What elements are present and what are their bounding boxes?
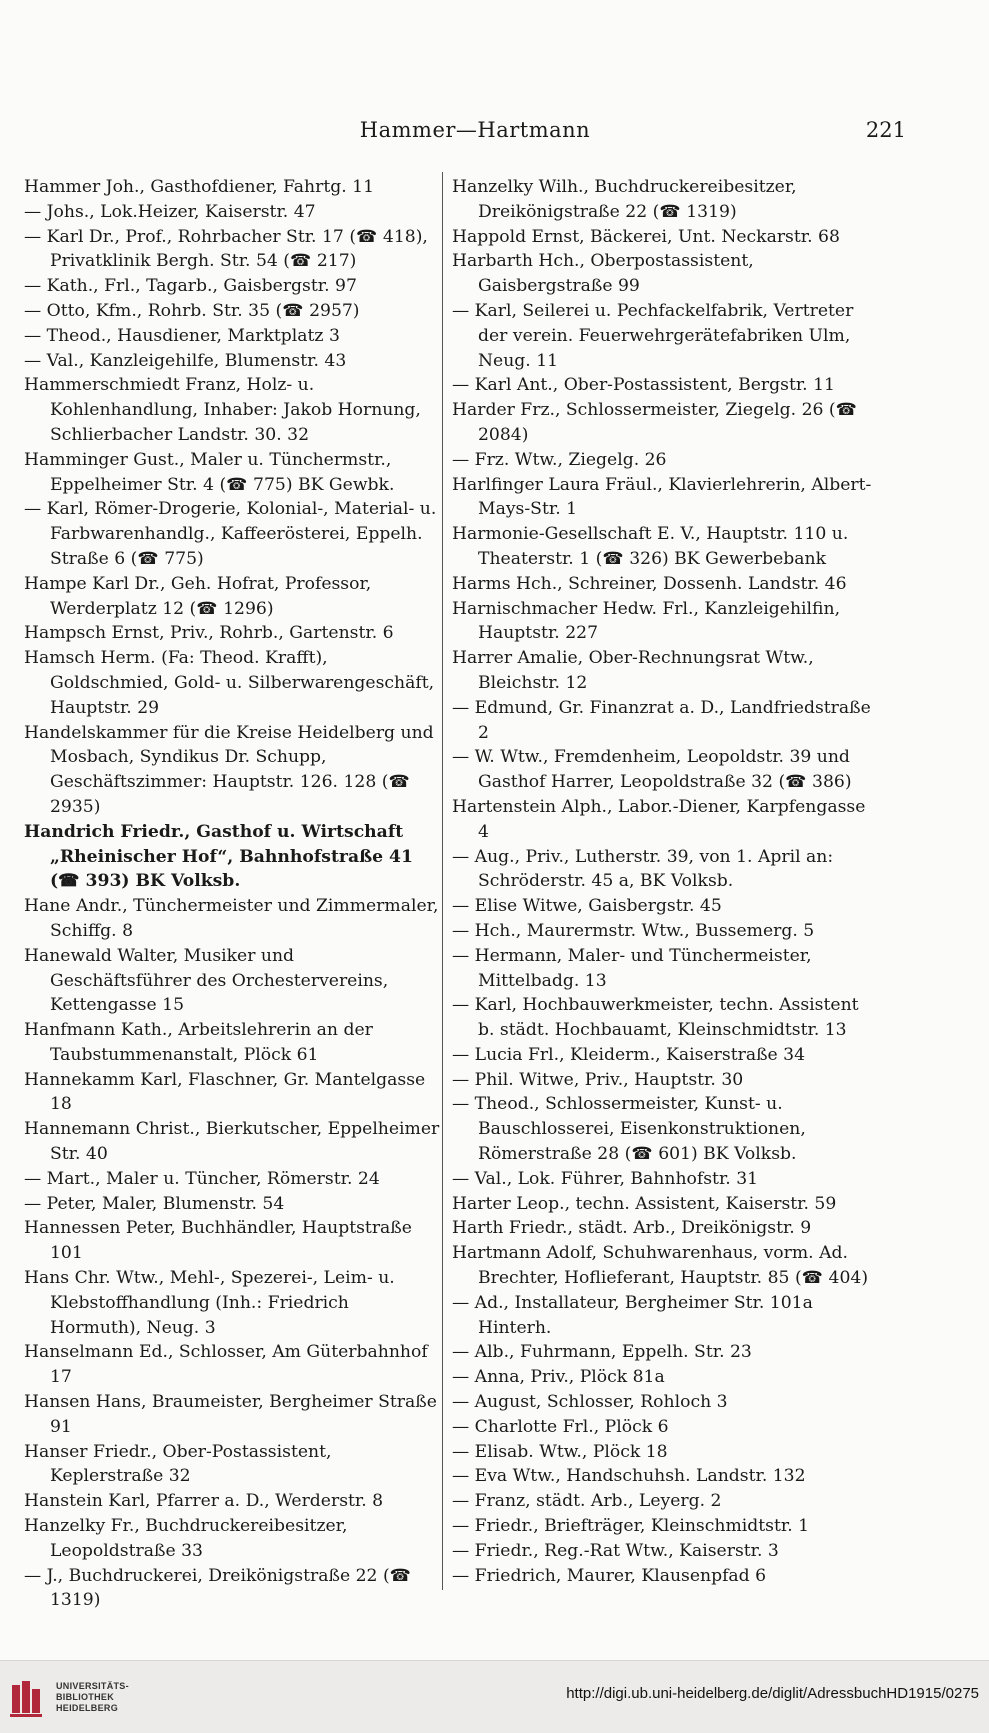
directory-entry: Happold Ernst, Bäckerei, Unt. Neckarstr. 68 xyxy=(452,226,840,247)
directory-entry: — Charlotte Frl., Plöck 6 xyxy=(452,1416,669,1437)
directory-entry: — Friedrich, Maurer, Klausenpfad 6 xyxy=(452,1565,767,1586)
directory-entry: Harnischmacher Hedw. Frl., Kanzleigehilfin, Hauptstr. 227 xyxy=(452,598,841,644)
directory-entry: Hanser Friedr., Ober-Postassistent, Keplerstraße 32 xyxy=(24,1441,332,1487)
directory-entry: — Val., Lok. Führer, Bahnhofstr. 31 xyxy=(452,1168,759,1189)
directory-entry: Hansen Hans, Braumeister, Bergheimer Straße 91 xyxy=(24,1392,437,1437)
directory-entry: Hans Chr. Wtw., Mehl-, Spezerei-, Leim- u. Klebstoffhandlung (Inh.: Friedrich Hormuth), Neug. 3 xyxy=(24,1268,395,1338)
directory-entry: — Aug., Priv., Lutherstr. 39, von 1. April an: Schröderstr. 45 a, BK Volksb. xyxy=(452,846,834,892)
directory-entry: — Anna, Priv., Plöck 81a xyxy=(452,1367,665,1388)
directory-entry: Hamsch Herm. (Fa: Theod. Krafft), Goldschmied, Gold- u. Silberwarengeschäft, Hauptstr. 29 xyxy=(24,648,435,718)
directory-entry: Hanzelky Fr., Buchdruckereibesitzer, Leopoldstraße 33 xyxy=(24,1516,348,1561)
directory-entry: Hartmann Adolf, Schuhwarenhaus, vorm. Ad. Brechter, Hoflieferant, Hauptstr. 85 (☎ 404) xyxy=(452,1243,869,1289)
directory-entry: Harmonie-Gesellschaft E. V., Hauptstr. 110 u. Theaterstr. 1 (☎ 326) BK Gewerbebank xyxy=(452,524,849,569)
directory-entry: Hanfmann Kath., Arbeitslehrerin an der Taubstummenanstalt, Plöck 61 xyxy=(24,1020,373,1065)
directory-entry: Hartenstein Alph., Labor.-Diener, Karpfengasse 4 xyxy=(452,796,866,842)
directory-entry: — Theod., Hausdiener, Marktplatz 3 xyxy=(24,325,340,346)
directory-entry: — Peter, Maler, Blumenstr. 54 xyxy=(24,1193,285,1214)
library-name-line: BIBLIOTHEK xyxy=(56,1692,114,1702)
directory-entry: Hannekamm Karl, Flaschner, Gr. Mantelgasse 18 xyxy=(24,1069,426,1115)
directory-entry: — Otto, Kfm., Rohrb. Str. 35 (☎ 2957) xyxy=(24,300,360,321)
directory-entry: Hanewald Walter, Musiker und Geschäftsführer des Orchestervereins, Kettengasse 15 xyxy=(24,945,389,1016)
directory-entry: — Hch., Maurermstr. Wtw., Bussemerg. 5 xyxy=(452,920,815,941)
library-name-line: UNIVERSITÄTS- xyxy=(56,1681,129,1691)
directory-entry: — Johs., Lok.Heizer, Kaiserstr. 47 xyxy=(24,201,316,222)
directory-entry: Hane Andr., Tünchermeister und Zimmermaler, Schiffg. 8 xyxy=(24,896,439,941)
directory-entry: Hannemann Christ., Bierkutscher, Eppelheimer Str. 40 xyxy=(24,1119,440,1165)
directory-entry: Harrer Amalie, Ober-Rechnungsrat Wtw., Bleichstr. 12 xyxy=(452,648,814,693)
column-divider xyxy=(442,172,443,1590)
directory-entry: — Phil. Witwe, Priv., Hauptstr. 30 xyxy=(452,1069,744,1090)
directory-entry: — Val., Kanzleigehilfe, Blumenstr. 43 xyxy=(24,350,347,371)
directory-entry: Hamminger Gust., Maler u. Tünchermstr., Eppelheimer Str. 4 (☎ 775) BK Gewbk. xyxy=(24,449,395,495)
page-number: 221 xyxy=(865,118,906,142)
directory-entry: — Karl, Seilerei u. Pechfackelfabrik, Vertreter der verein. Feuerwehrgerätefabriken Ulm, Neug. 11 xyxy=(452,300,854,371)
directory-entry: Harms Hch., Schreiner, Dossenh. Landstr. 46 xyxy=(452,573,847,594)
directory-entry: — Frz. Wtw., Ziegelg. 26 xyxy=(452,449,667,470)
directory-entry: Hannessen Peter, Buchhändler, Hauptstraße 101 xyxy=(24,1218,412,1264)
directory-entry: Hanselmann Ed., Schlosser, Am Güterbahnhof 17 xyxy=(24,1342,428,1388)
directory-entry: — Theod., Schlossermeister, Kunst- u. Bauschlosserei, Eisenkonstruktionen, Römerstraße 28 (☎ 601) BK Volksb. xyxy=(452,1094,806,1165)
directory-entry: — Elise Witwe, Gaisbergstr. 45 xyxy=(452,896,722,917)
directory-entry: Harth Friedr., städt. Arb., Dreikönigstr. 9 xyxy=(452,1218,812,1239)
source-url-link[interactable]: http://digi.ub.uni-heidelberg.de/diglit/AdressbuchHD1915/0275 xyxy=(566,1685,979,1702)
directory-entry: Harter Leop., techn. Assistent, Kaiserstr. 59 xyxy=(452,1193,837,1214)
directory-entry: — Franz, städt. Arb., Leyerg. 2 xyxy=(452,1491,722,1512)
directory-entry: — August, Schlosser, Rohloch 3 xyxy=(452,1392,728,1413)
directory-entry: — J., Buchdruckerei, Dreikönigstraße 22 (☎ 1319) xyxy=(24,1565,412,1611)
directory-entry: Harder Frz., Schlossermeister, Ziegelg. 26 (☎ 2084) xyxy=(452,400,858,445)
directory-entry: — Karl Dr., Prof., Rohrbacher Str. 17 (☎ 418), Privatklinik Bergh. Str. 54 (☎ 217) xyxy=(24,226,428,272)
directory-entry: — Karl, Hochbauwerkmeister, techn. Assistent b. städt. Hochbauamt, Kleinschmidtstr. 13 xyxy=(452,995,859,1041)
directory-entry: — Friedr., Reg.-Rat Wtw., Kaiserstr. 3 xyxy=(452,1540,779,1561)
directory-entry: — Karl Ant., Ober-Postassistent, Bergstr. 11 xyxy=(452,375,835,396)
directory-entry: Hanzelky Wilh., Buchdruckereibesitzer, Dreikönigstraße 22 (☎ 1319) xyxy=(452,177,797,222)
directory-entry: — Alb., Fuhrmann, Eppelh. Str. 23 xyxy=(452,1342,752,1363)
directory-entry: — Eva Wtw., Handschuhsh. Landstr. 132 xyxy=(452,1466,806,1487)
directory-entry: Hammerschmiedt Franz, Holz- u. Kohlenhandlung, Inhaber: Jakob Hornung, Schlierbacher Landstr. 30. 32 xyxy=(24,375,421,445)
directory-entry: — Ad., Installateur, Bergheimer Str. 101a Hinterh. xyxy=(452,1292,813,1338)
directory-entry: Handrich Friedr., Gasthof u. Wirtschaft „Rheinischer Hof“, Bahnhofstraße 41 (☎ 393) BK Volksb. xyxy=(24,821,413,892)
directory-entry: Handelskammer für die Kreise Heidelberg und Mosbach, Syndikus Dr. Schupp, Geschäftszimmer: Hauptstr. 126. 128 (☎ 2935) xyxy=(24,722,434,817)
running-head xyxy=(0,118,989,148)
directory-entry: — Karl, Römer-Drogerie, Kolonial-, Material- u. Farbwarenhandlg., Kaffeerösterei, Eppelh. Straße 6 (☎ 775) xyxy=(24,499,437,569)
directory-entry: — Friedr., Briefträger, Kleinschmidtstr. 1 xyxy=(452,1516,810,1537)
directory-entry: — Kath., Frl., Tagarb., Gaisbergstr. 97 xyxy=(24,276,357,297)
directory-entry: Harbarth Hch., Oberpostassistent, Gaisbergstraße 99 xyxy=(452,251,754,297)
library-name xyxy=(56,1681,129,1714)
directory-entry: — W. Wtw., Fremdenheim, Leopoldstr. 39 und Gasthof Harrer, Leopoldstraße 32 (☎ 386) xyxy=(452,747,852,793)
library-name-line: HEIDELBERG xyxy=(56,1703,119,1713)
directory-entry: Harlfinger Laura Fräul., Klavierlehrerin, Albert-Mays-Str. 1 xyxy=(452,474,872,520)
directory-entry: — Elisab. Wtw., Plöck 18 xyxy=(452,1441,668,1462)
right-column xyxy=(452,175,878,1588)
directory-entry: — Edmund, Gr. Finanzrat a. D., Landfriedstraße 2 xyxy=(452,697,871,743)
university-seal-icon xyxy=(10,1679,50,1719)
directory-entry: — Mart., Maler u. Tüncher, Römerstr. 24 xyxy=(24,1168,380,1189)
left-column xyxy=(24,175,440,1613)
directory-entry: Hampsch Ernst, Priv., Rohrb., Gartenstr. 6 xyxy=(24,623,394,644)
page-title: Hammer—Hartmann xyxy=(359,118,591,142)
viewer-footer xyxy=(0,1660,989,1733)
directory-entry: — Lucia Frl., Kleiderm., Kaiserstraße 34 xyxy=(452,1044,806,1065)
directory-entry: Hampe Karl Dr., Geh. Hofrat, Professor, Werderplatz 12 (☎ 1296) xyxy=(24,573,372,619)
directory-entry: — Hermann, Maler- und Tünchermeister, Mittelbadg. 13 xyxy=(452,945,812,991)
directory-entry: Hanstein Karl, Pfarrer a. D., Werderstr. 8 xyxy=(24,1491,384,1512)
directory-entry: Hammer Joh., Gasthofdiener, Fahrtg. 11 xyxy=(24,177,375,197)
